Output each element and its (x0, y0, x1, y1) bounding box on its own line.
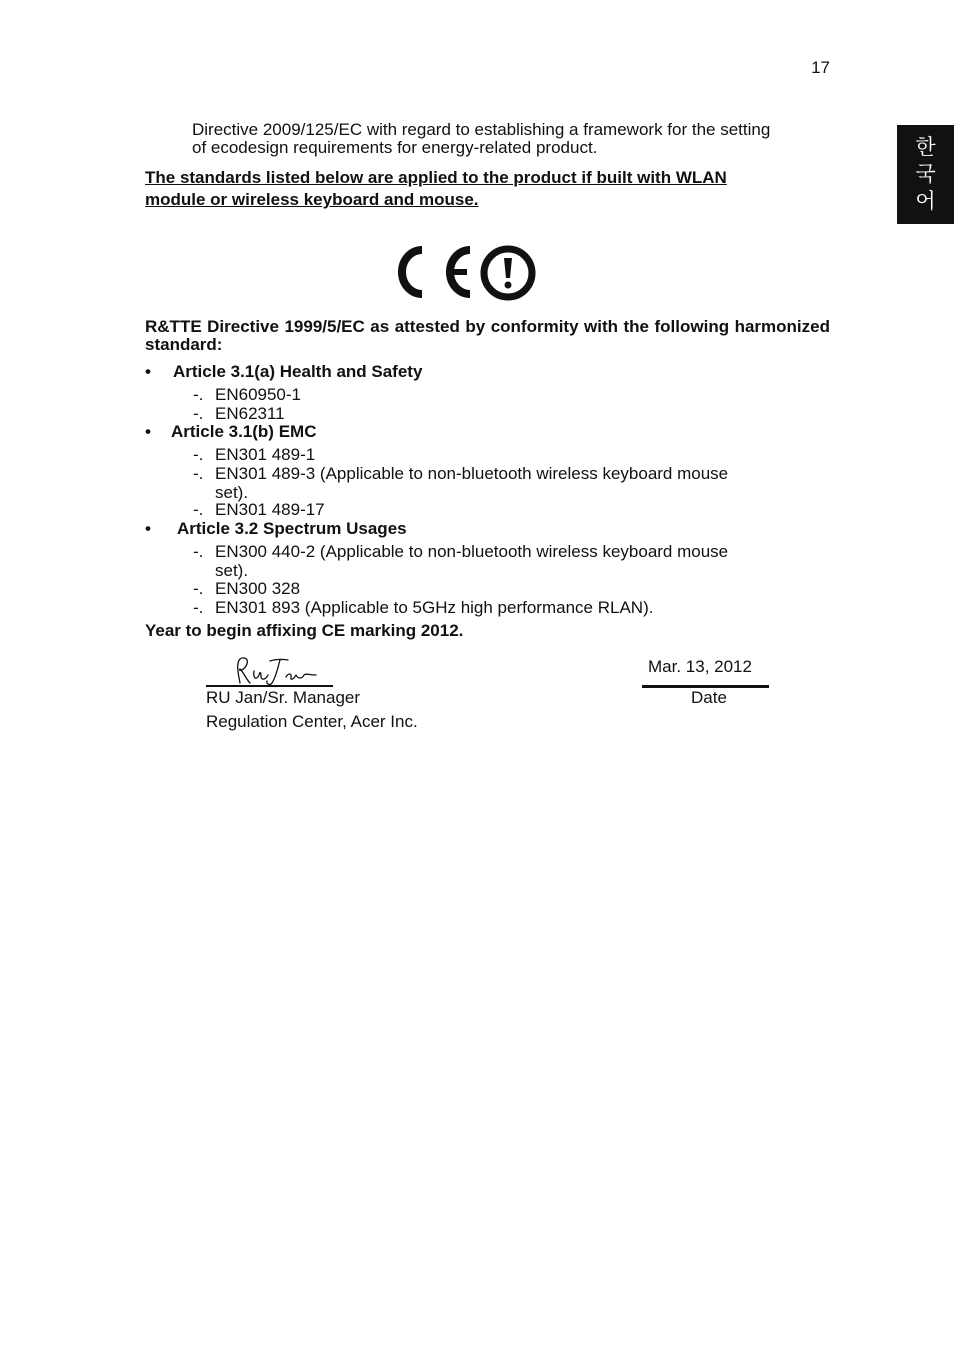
standard-dash: -. (193, 579, 204, 598)
standard-dash: -. (193, 598, 204, 617)
date-label: Date (691, 688, 727, 707)
standard-dash: -. (193, 385, 204, 404)
bullet-dot: • (145, 362, 151, 381)
language-tab-char: 국 (915, 162, 936, 186)
signature-line (206, 685, 333, 687)
article-title: Article 3.1(a) Health and Safety (173, 362, 423, 381)
standard-dash: -. (193, 404, 204, 423)
standard-dash: -. (193, 464, 204, 483)
standard-item (193, 542, 728, 561)
standard-dash: -. (193, 445, 204, 464)
article-title: Article 3.1(b) EMC (171, 422, 317, 441)
wlan-notice-line: module or wireless keyboard and mouse. (145, 190, 479, 209)
intro-line: Directive 2009/125/EC with regard to establishing a framework for the setting (192, 120, 771, 139)
standard-dash: -. (193, 542, 204, 561)
intro-line: of ecodesign requirements for energy-related product. (192, 138, 598, 157)
standard-text: EN300 328 (215, 579, 301, 598)
standard-item (193, 445, 315, 464)
ce-c-letter (402, 250, 422, 294)
standard-text-continuation: set). (215, 561, 249, 580)
standard-text: EN62311 (215, 404, 285, 423)
standard-text: EN301 489-17 (215, 500, 325, 519)
standard-text: EN60950-1 (215, 385, 302, 404)
article-title: Article 3.2 Spectrum Usages (177, 519, 407, 538)
intro-paragraph (192, 121, 842, 157)
language-tab-char: 한 (915, 135, 936, 159)
signer-organization: Regulation Center, Acer Inc. (206, 712, 418, 731)
standard-item (193, 598, 653, 617)
exclamation-circle-icon (484, 249, 532, 297)
standard-item (193, 579, 300, 598)
bullet-dot: • (145, 519, 151, 538)
bullet-dot: • (145, 422, 151, 441)
standard-text-continuation: set). (215, 483, 249, 502)
language-tab-char: 어 (915, 189, 936, 213)
ce-year-note: Year to begin affixing CE marking 2012. (145, 621, 464, 640)
standard-text: EN301 489-1 (215, 445, 316, 464)
standard-item (193, 385, 301, 404)
signer-name: RU Jan/Sr. Manager (206, 688, 361, 707)
language-tab (897, 125, 954, 224)
wlan-notice (145, 167, 805, 211)
signature-date: Mar. 13, 2012 (648, 657, 752, 676)
standard-text: EN301 489-3 (Applicable to non-bluetooth wireless keyboard mouse (215, 464, 729, 483)
page-number: 17 (811, 58, 830, 77)
article-heading (145, 422, 316, 442)
standard-item (193, 500, 325, 519)
standard-text: EN301 893 (Applicable to 5GHz high performance RLAN). (215, 598, 654, 617)
directive-heading: R&TTE Directive 1999/5/EC as attested by conformity with the following harmonized standard: (145, 317, 830, 354)
handwritten-signature-icon (226, 653, 318, 687)
wlan-notice-line: The standards listed below are applied to the product if built with WLAN (145, 168, 727, 187)
standard-text: EN300 440-2 (Applicable to non-bluetooth wireless keyboard mouse (215, 542, 729, 561)
article-heading (145, 362, 422, 382)
standard-item (193, 404, 285, 423)
ce-mark-icon (394, 243, 539, 301)
standard-item (193, 464, 728, 483)
standard-dash: -. (193, 500, 204, 519)
article-heading (145, 519, 407, 539)
